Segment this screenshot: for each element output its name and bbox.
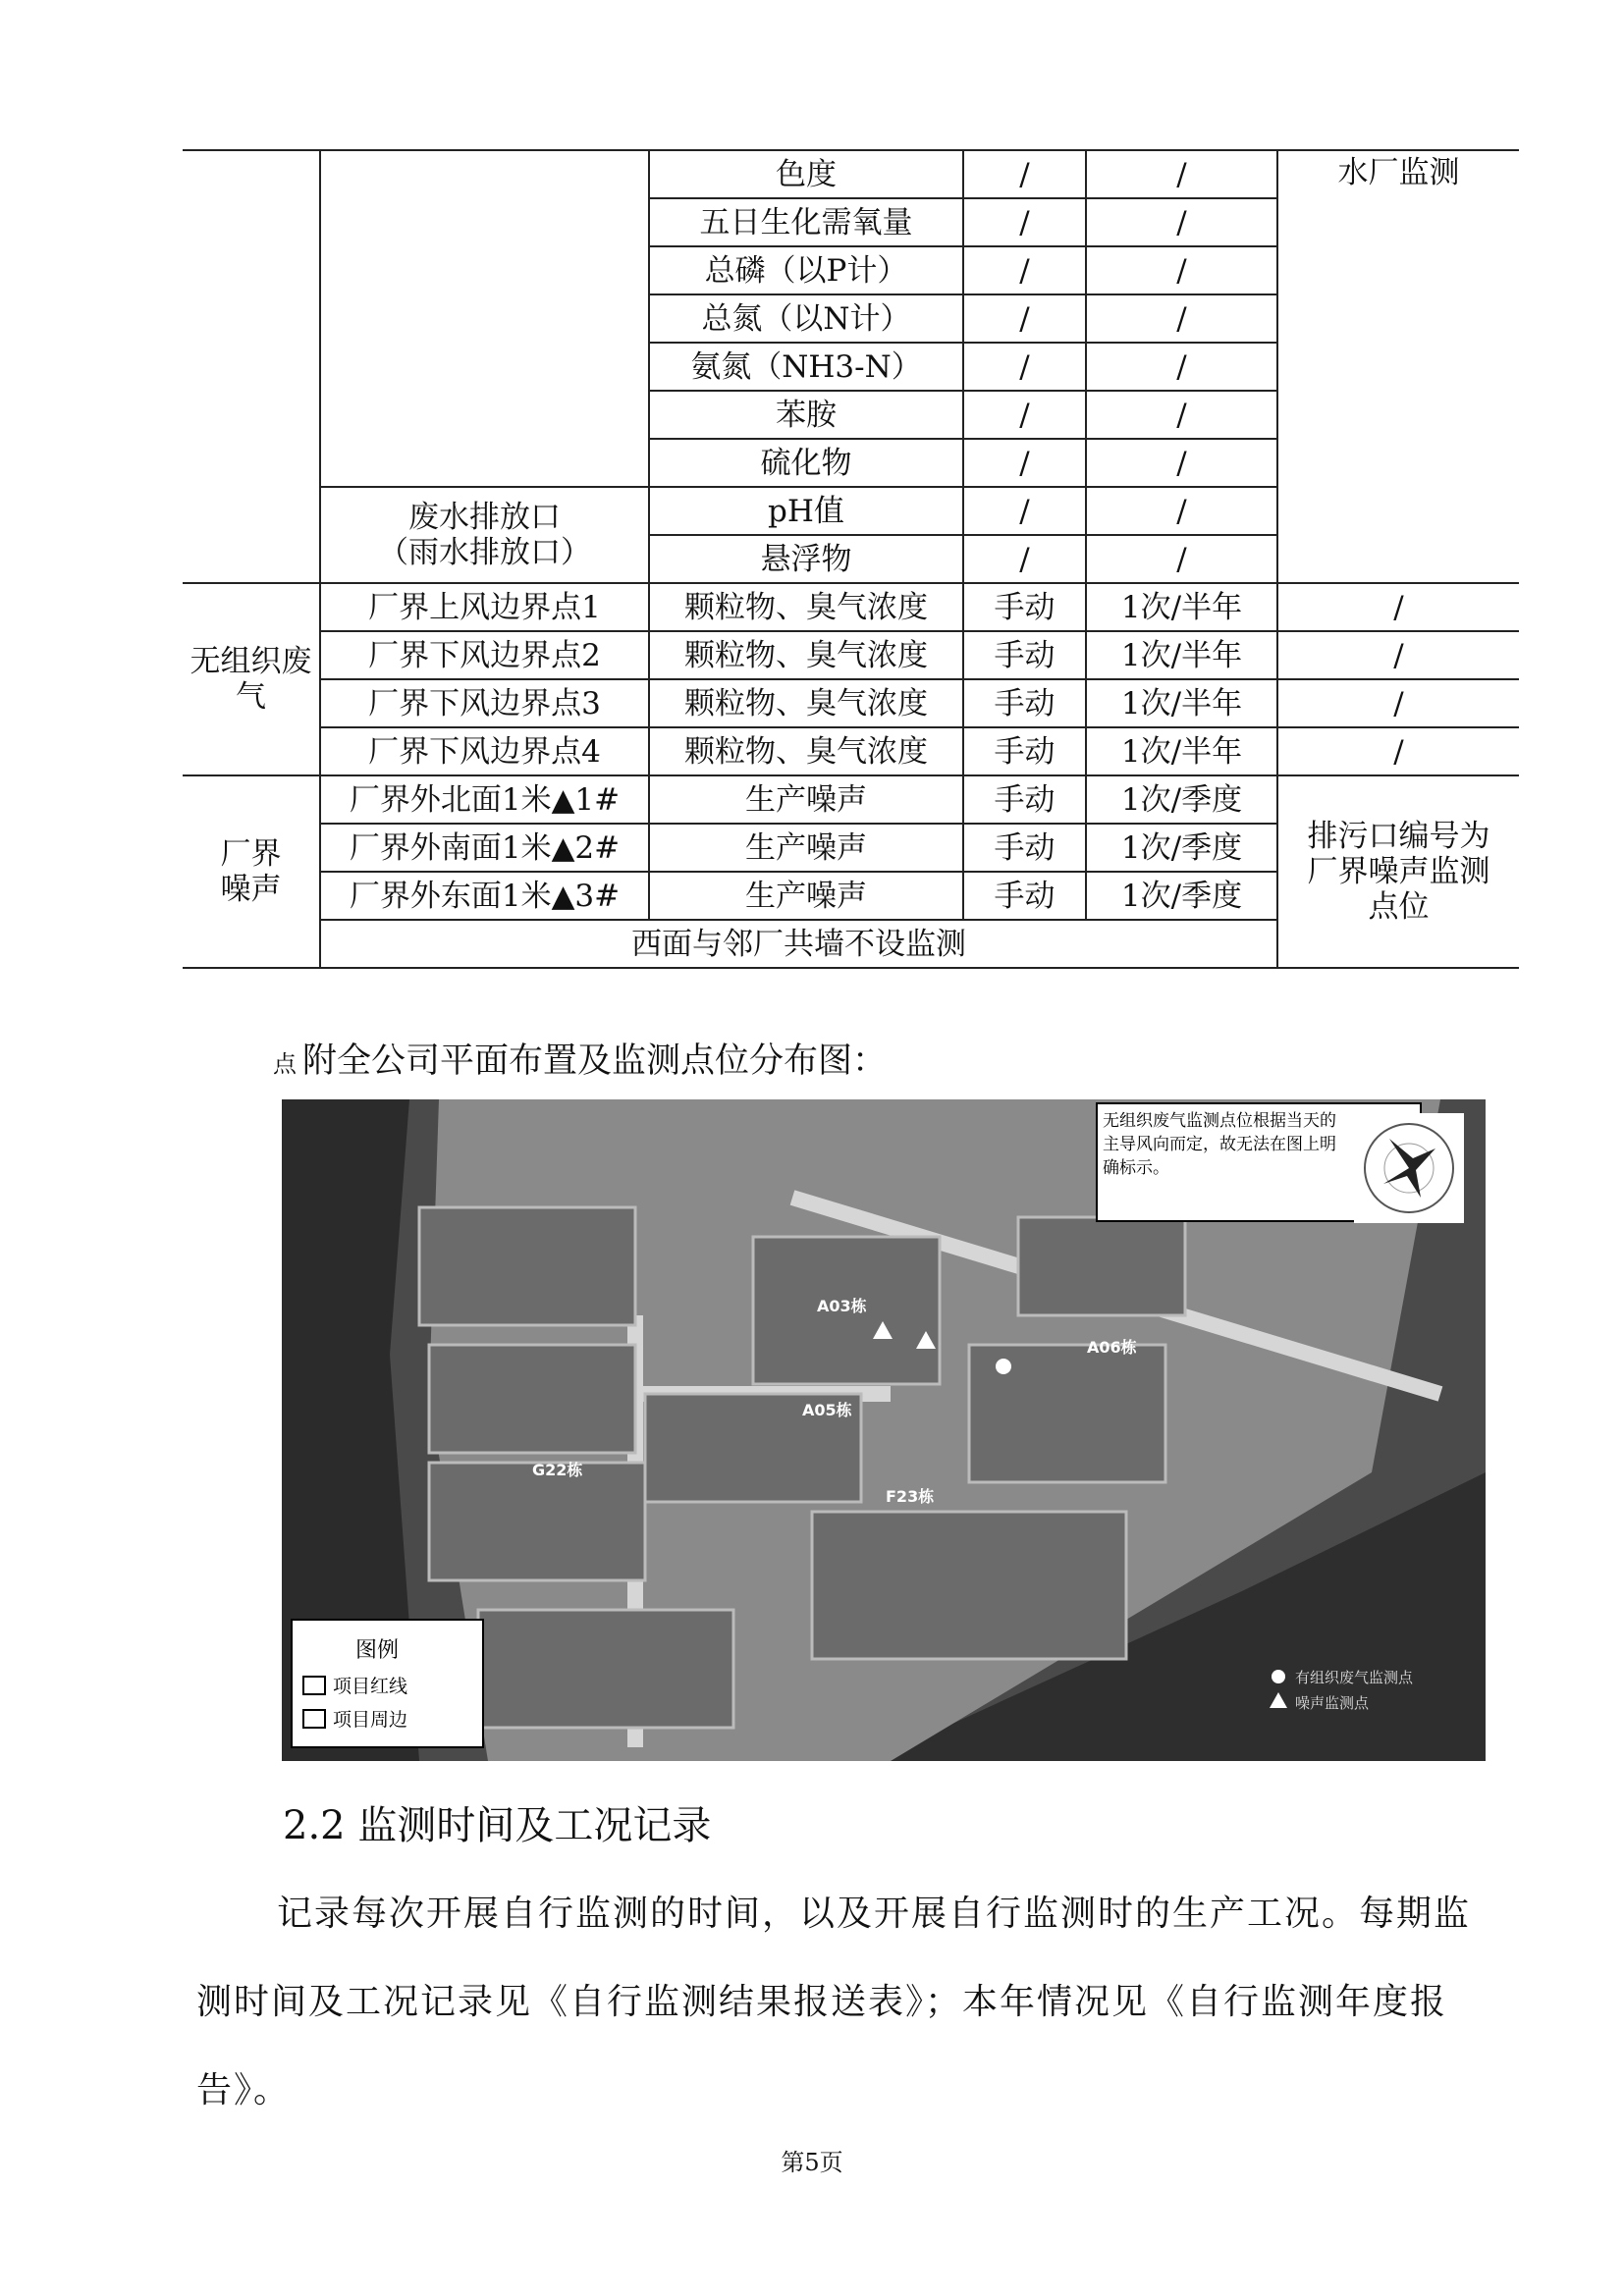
indicator-cell: 生产噪声 bbox=[649, 775, 963, 824]
marker-legend-label: 有组织废气监测点 bbox=[1295, 1669, 1414, 1686]
frequency-cell: / bbox=[1086, 391, 1277, 439]
method-cell: / bbox=[963, 246, 1086, 294]
point-cell: 厂界外南面1米▲2# bbox=[320, 824, 649, 872]
point-cell: 厂界下风边界点3 bbox=[320, 679, 649, 727]
method-cell: / bbox=[963, 343, 1086, 391]
caption-text: 附全公司平面布置及监测点位分布图： bbox=[302, 1041, 888, 1081]
map-note-text: 无组织废气监测点位根据当天的主导风向而定，故无法在图上明确标示。 bbox=[1103, 1111, 1336, 1178]
body-paragraph: 记录每次开展自行监测的时间，以及开展自行监测时的生产工况。每期监测时间及工况记录见《自行监测结果报送表》；本年情况见《自行监测年度报告》。 bbox=[196, 1894, 1472, 2110]
noise-note-cell: 排污口编号为厂界噪声监测点位 bbox=[1277, 775, 1519, 968]
method-cell: / bbox=[963, 391, 1086, 439]
frequency-cell: / bbox=[1086, 246, 1277, 294]
frequency-cell: 1次/半年 bbox=[1086, 583, 1277, 631]
frequency-cell: 1次/季度 bbox=[1086, 824, 1277, 872]
method-cell: 手动 bbox=[963, 679, 1086, 727]
site-plan-map bbox=[282, 1099, 1486, 1761]
method-cell: 手动 bbox=[963, 631, 1086, 679]
indicator-cell: 苯胺 bbox=[649, 391, 963, 439]
legend-item: 项目周边 bbox=[333, 1709, 408, 1731]
frequency-cell: 1次/半年 bbox=[1086, 727, 1277, 775]
point-cell: 厂界下风边界点4 bbox=[320, 727, 649, 775]
emission-point-marker bbox=[996, 1359, 1011, 1374]
indicator-cell: pH值 bbox=[649, 487, 963, 535]
indicator-cell: 颗粒物、臭气浓度 bbox=[649, 583, 963, 631]
outlet-label: 废水排放口 bbox=[408, 500, 561, 535]
point-cell bbox=[320, 150, 649, 487]
indicator-cell: 颗粒物、臭气浓度 bbox=[649, 727, 963, 775]
map-legend bbox=[292, 1620, 483, 1747]
frequency-cell: 1次/半年 bbox=[1086, 679, 1277, 727]
frequency-cell: 1次/半年 bbox=[1086, 631, 1277, 679]
method-cell: 手动 bbox=[963, 583, 1086, 631]
method-cell: / bbox=[963, 294, 1086, 343]
indicator-cell: 悬浮物 bbox=[649, 535, 963, 583]
indicator-cell: 颗粒物、臭气浓度 bbox=[649, 679, 963, 727]
note-cell: 水厂监测 bbox=[1277, 150, 1519, 583]
method-cell: / bbox=[963, 535, 1086, 583]
point-cell: 厂界下风边界点2 bbox=[320, 631, 649, 679]
note-cell: / bbox=[1277, 727, 1519, 775]
monitoring-table bbox=[183, 149, 1519, 969]
legend-title: 图例 bbox=[355, 1638, 400, 1663]
method-cell: / bbox=[963, 439, 1086, 487]
point-cell: 厂界外北面1米▲1# bbox=[320, 775, 649, 824]
frequency-cell: 1次/季度 bbox=[1086, 775, 1277, 824]
outlet-cell bbox=[320, 487, 649, 583]
frequency-cell: / bbox=[1086, 439, 1277, 487]
page-number: 第5页 bbox=[781, 2149, 843, 2176]
caption-prefix: 点 bbox=[273, 1050, 297, 1078]
indicator-cell: 氨氮（NH3-N） bbox=[649, 343, 963, 391]
category-noise: 厂界噪声 bbox=[183, 775, 320, 968]
point-cell: 厂界上风边界点1 bbox=[320, 583, 649, 631]
note-cell: / bbox=[1277, 679, 1519, 727]
building-label: A06栋 bbox=[1087, 1338, 1137, 1357]
indicator-cell: 总氮（以N计） bbox=[649, 294, 963, 343]
method-cell: / bbox=[963, 487, 1086, 535]
indicator-cell: 生产噪声 bbox=[649, 824, 963, 872]
method-cell: 手动 bbox=[963, 824, 1086, 872]
frequency-cell: / bbox=[1086, 294, 1277, 343]
building-label: A03栋 bbox=[817, 1297, 867, 1315]
category-cell bbox=[183, 150, 320, 583]
section-heading: 2.2 监测时间及工况记录 bbox=[283, 1803, 712, 1848]
method-cell: / bbox=[963, 198, 1086, 246]
note-cell: / bbox=[1277, 583, 1519, 631]
indicator-cell: 颗粒物、臭气浓度 bbox=[649, 631, 963, 679]
method-cell: 手动 bbox=[963, 727, 1086, 775]
indicator-cell: 生产噪声 bbox=[649, 872, 963, 920]
building-label: G22栋 bbox=[532, 1461, 583, 1479]
building-label: F23栋 bbox=[886, 1487, 935, 1506]
frequency-cell: / bbox=[1086, 487, 1277, 535]
marker-legend-label: 噪声监测点 bbox=[1295, 1694, 1370, 1712]
category-fugitive: 无组织废气 bbox=[183, 583, 320, 775]
indicator-cell: 总磷（以P计） bbox=[649, 246, 963, 294]
frequency-cell: / bbox=[1086, 150, 1277, 198]
map-image bbox=[282, 1099, 1486, 1761]
indicator-cell: 五日生化需氧量 bbox=[649, 198, 963, 246]
note-cell: / bbox=[1277, 631, 1519, 679]
indicator-cell: 硫化物 bbox=[649, 439, 963, 487]
point-cell: 厂界外东面1米▲3# bbox=[320, 872, 649, 920]
frequency-cell: / bbox=[1086, 535, 1277, 583]
wind-rose-icon bbox=[1354, 1113, 1464, 1223]
outlet-sublabel: （雨水排放口） bbox=[378, 535, 591, 570]
method-cell: 手动 bbox=[963, 872, 1086, 920]
method-cell: 手动 bbox=[963, 775, 1086, 824]
building-label: A05栋 bbox=[802, 1401, 852, 1419]
frequency-cell: 1次/季度 bbox=[1086, 872, 1277, 920]
noise-footer-cell: 西面与邻厂共墙不设监测 bbox=[320, 920, 1277, 968]
legend-item: 项目红线 bbox=[333, 1676, 408, 1697]
method-cell: / bbox=[963, 150, 1086, 198]
indicator-cell: 色度 bbox=[649, 150, 963, 198]
figure-caption bbox=[273, 1034, 887, 1083]
frequency-cell: / bbox=[1086, 198, 1277, 246]
frequency-cell: / bbox=[1086, 343, 1277, 391]
